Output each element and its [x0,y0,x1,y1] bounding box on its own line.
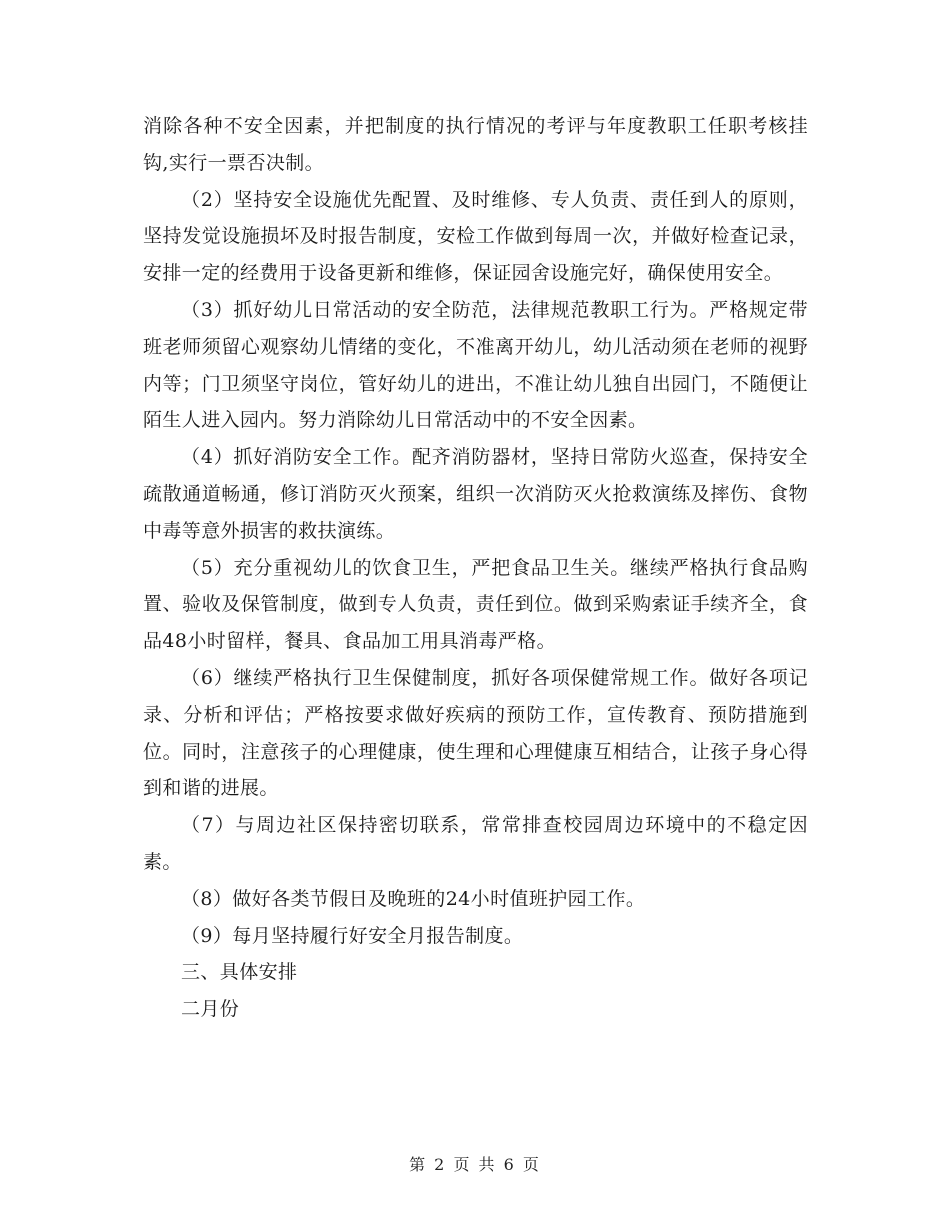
section-heading: 三、具体安排 [181,961,298,984]
sub-heading: 二月份 [181,998,240,1021]
paragraph-1: （2）坚持安全设施优先配置、及时维修、专人负责、责任到人的原则，坚持发觉设施损坏及时报告制度，安检工作做到每周一次，并做好检查记录，安排一定的经费用于设备更新和维修，保证园舍设施完好，确保使用安全。 [143,188,808,285]
paragraph-0: 消除各种不安全因素，并把制度的执行情况的考评与年度教职工任职考核挂钩,实行一票否决制。 [143,115,808,174]
paragraph-4: （5）充分重视幼儿的饮食卫生，严把食品卫生关。继续严格执行食品购置、验收及保管制度，做到专人负责，责任到位。做到采购索证手续齐全，食品48小时留样，餐具、食品加工用具消毒严格。 [143,556,808,653]
page-number-footer: 第 2 页 共 6 页 [409,1155,541,1174]
paragraph-2: （3）抓好幼儿日常活动的安全防范，法律规范教职工行为。严格规定带班老师须留心观察幼儿情绪的变化，不准离开幼儿，幼儿活动须在老师的视野内等；门卫须坚守岗位，管好幼儿的进出，不准让幼儿独自出园门，不随便让陌生人进入园内。努力消除幼儿日常活动中的不安全因素。 [143,298,808,432]
paragraph-3: （4）抓好消防安全工作。配齐消防器材，坚持日常防火巡查，保持安全疏散通道畅通，修订消防灭火预案，组织一次消防灭火抢救演练及摔伤、食物中毒等意外损害的救扶演练。 [143,446,808,542]
paragraph-6: （7）与周边社区保持密切联系，常常排查校园周边环境中的不稳定因素。 [143,814,808,873]
paragraph-5: （6）继续严格执行卫生保健制度，抓好各项保健常规工作。做好各项记录、分析和评估；严格按要求做好疾病的预防工作，宣传教育、预防措施到位。同时，注意孩子的心理健康，使生理和心理健康互相结合，让孩子身心得到和谐的进展。 [143,666,808,800]
paragraph-7: （8）做好各类节假日及晚班的24小时值班护园工作。 [181,887,646,910]
paragraph-8: （9）每月坚持履行好安全月报告制度。 [181,924,524,947]
document-body [143,108,808,1028]
